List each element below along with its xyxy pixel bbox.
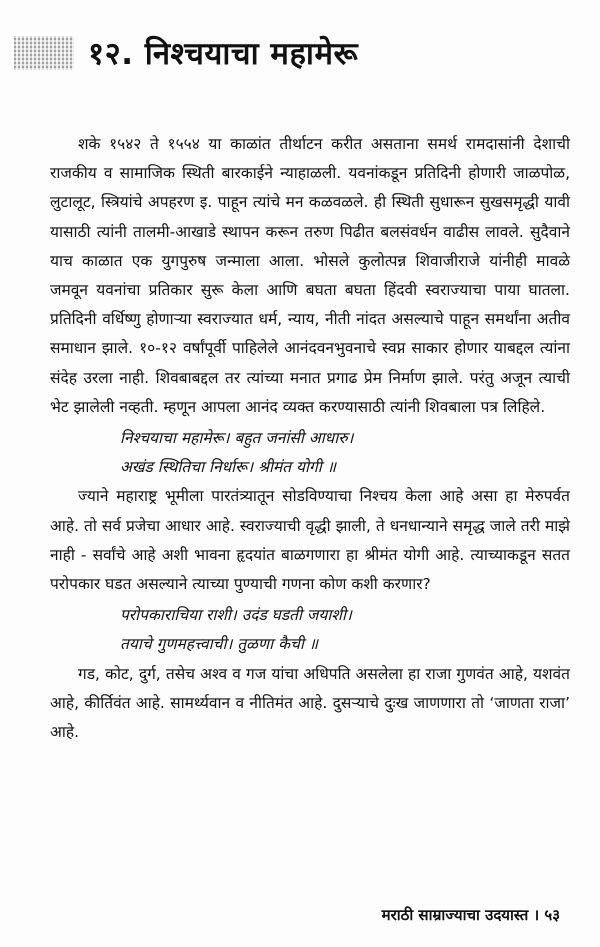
- verse-2: [120, 601, 570, 659]
- verse-1-line-2: अखंड स्थितिचा निर्धारू। श्रीमंत योगी ॥: [120, 458, 336, 477]
- verse-1: [120, 424, 570, 482]
- page-footer: मराठी साम्राज्याचा उदयास्त । ५३: [381, 906, 560, 924]
- chapter-header: [14, 28, 574, 80]
- paragraph-1: शके १५४२ ते १५५४ या काळांत तीर्थाटन करीत असताना समर्थ रामदासांनी देशाची राजकीय व सामाजिक स्थिती बारकाईने न्याहाळली. यवनांकडून प्रतिदिनी होणारी जाळपोळ, लुटालूट, स्त्रियांचे अपहरण इ. पाहून त्यांचे मन कळवळले. ही स्थिती सुधारून सुखसमृद्धी यावी यासाठी त्यांनी तालमी-आखाडे स्थापन करून तरुण पिढीत बलसंवर्धन वाढीस लावले. सुदैवाने याच काळात एक युगपुरुष जन्माला आला. भोसले कुलोत्पन्न शिवाजीराजे यांनीही मावळे जमवून यवनांचा प्रतिकार सुरू केला आणि बघता बघता हिंदवी स्वराज्याचा पाया घातला. प्रतिदिनी वर्धिष्णु होणाऱ्या स्वराज्यात धर्म, न्याय, नीती नांदत असल्याचे पाहून समर्थांना अतीव समाधान झाले. १०-१२ वर्षांपूर्वी पाहिलेले आनंदवनभुवनाचे स्वप्न साकार होणार याबद्दल त्यांना संदेह उरला नाही. शिवबाबद्दल तर त्यांच्या मनात प्रगाढ प्रेम निर्माण झाले. परंतु अजून त्याची भेट झालेली नव्हती. म्हणून आपला आनंद व्यक्त करण्यासाठी त्यांनी शिवबाला पत्र लिहिले.: [50, 135, 570, 416]
- chapter-body: [50, 130, 570, 747]
- chapter-title: १२. निश्चयाचा महामेरू: [88, 36, 359, 72]
- verse-2-line-1: परोपकाराचिया राशी। उदंड घडती जयाशी।: [120, 606, 352, 625]
- verse-2-line-2: तयाचे गुणमहत्त्वाची। तुळणा कैची ॥: [120, 635, 319, 654]
- paragraph-3: गड, कोट, दुर्ग, तसेच अश्व व गज यांचा अधिपति असलेला हा राजा गुणवंत आहे, यशवंत आहे, कीर्तिवंत आहे. सामर्थ्यवान व नीतिमंत आहे. दुसऱ्याचे दुःख जाणणारा तो ‘जाणता राजा’ आहे.: [50, 664, 570, 742]
- verse-1-line-1: निश्चयाचा महामेरू। बहुत जनांसी आधारु।: [120, 429, 354, 448]
- paragraph-2: ज्याने महाराष्ट्र भूमीला पारतंत्र्यातून सोडविण्याचा निश्चय केला आहे असा हा मेरुपर्वत आहे. तो सर्व प्रजेचा आधार आहे. स्वराज्याची वृद्धी झाली, ते धनधान्याने समृद्ध जाले तरी माझे नाही - सर्वांचे आहे अशी भावना हृदयांत बाळगणारा हा श्रीमंत योगी आहे. त्याच्याकडून सतत परोपकार घडत असल्याने त्याच्या पुण्याची गणना कोण कशी करणार?: [50, 487, 570, 594]
- decorative-pattern-icon: [14, 36, 74, 70]
